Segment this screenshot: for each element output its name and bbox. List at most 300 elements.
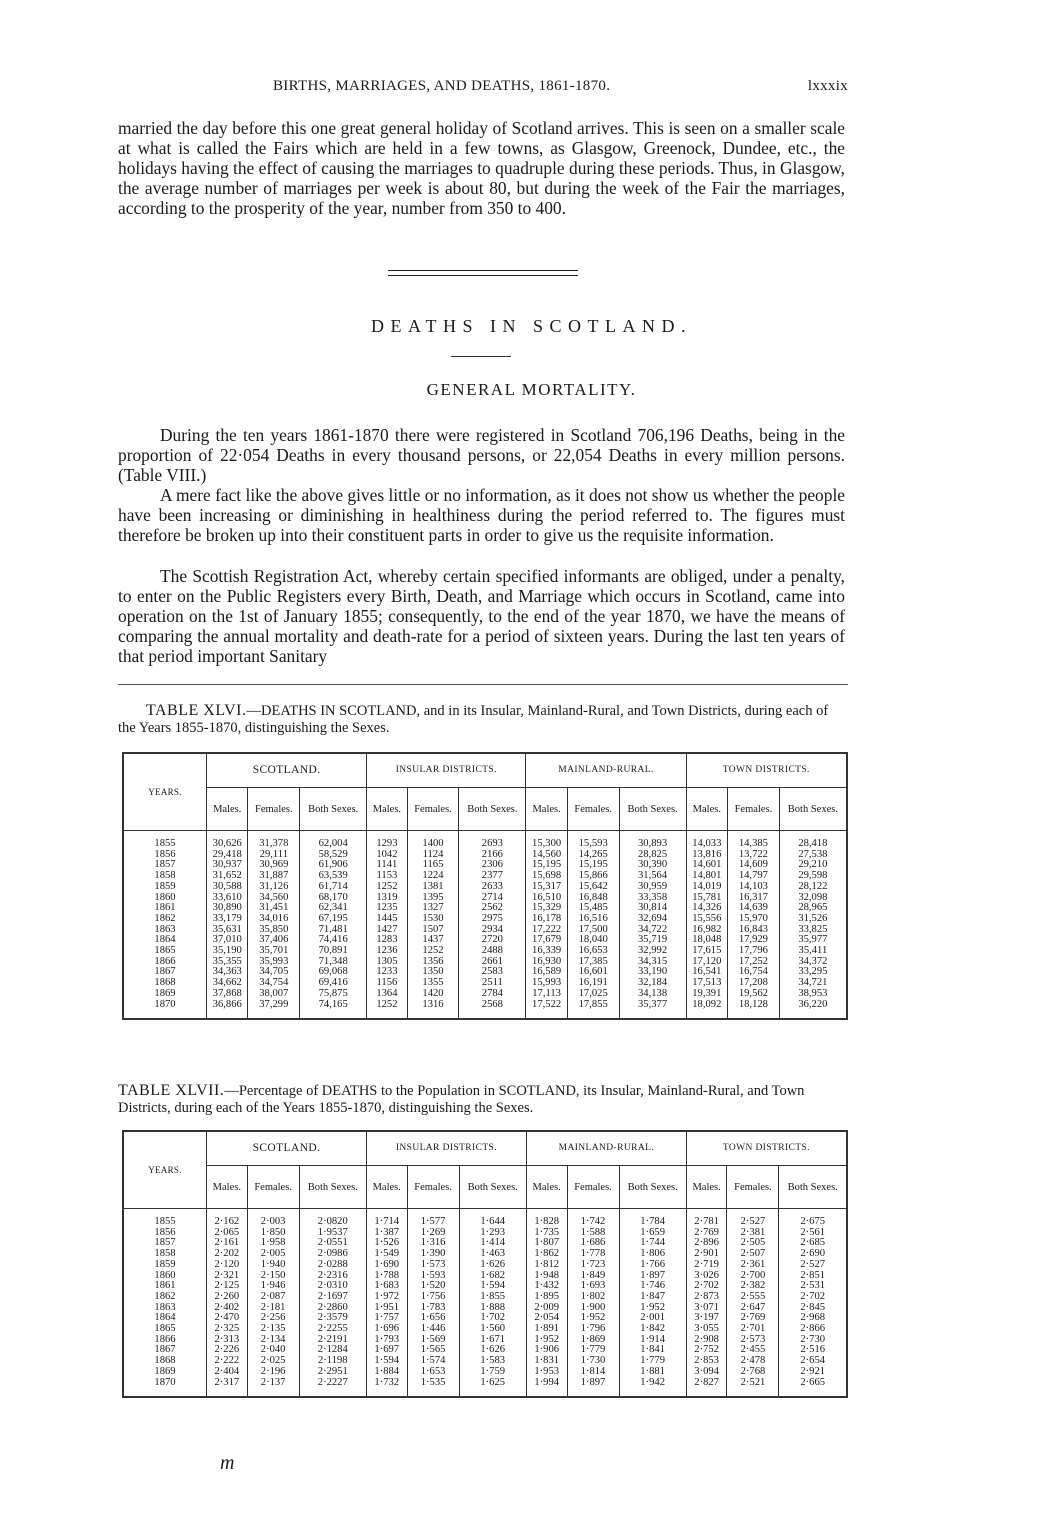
value-cell: 1·779: [619, 1356, 686, 1367]
column-header: Males.: [686, 1166, 727, 1209]
value-cell: 1·702: [459, 1313, 526, 1324]
column-header: Females.: [727, 1166, 779, 1209]
value-cell: 1·784: [619, 1209, 686, 1228]
value-cell: 2·137: [247, 1378, 299, 1398]
value-cell: 35,190: [207, 946, 248, 957]
year-cell: 1862: [123, 914, 207, 925]
value-cell: 2·866: [779, 1324, 847, 1335]
value-cell: 63,539: [300, 871, 367, 882]
value-cell: 15,329: [526, 903, 567, 914]
value-cell: 1·972: [366, 1292, 407, 1303]
value-cell: 67,195: [300, 914, 367, 925]
year-cell: 1858: [123, 871, 207, 882]
value-cell: 14,265: [567, 850, 619, 861]
value-cell: 17,679: [526, 935, 567, 946]
value-cell: 1·742: [567, 1209, 619, 1228]
year-cell: 1856: [123, 850, 207, 861]
value-cell: 2·531: [779, 1281, 847, 1292]
value-cell: 1·807: [526, 1238, 567, 1249]
value-cell: 37,868: [207, 989, 248, 1000]
table-row: [123, 1209, 847, 1228]
value-cell: 37,010: [207, 935, 248, 946]
value-cell: 2·134: [247, 1335, 299, 1346]
value-cell: 37,299: [248, 1000, 300, 1020]
value-cell: 2166: [459, 850, 526, 861]
value-cell: 2·851: [779, 1271, 847, 1282]
group-header: MAINLAND-RURAL.: [526, 753, 686, 788]
value-cell: 2·120: [207, 1260, 248, 1271]
value-cell: 1327: [407, 903, 459, 914]
value-cell: 1·414: [459, 1238, 526, 1249]
section-divider: [388, 270, 578, 276]
table-row: [123, 1260, 847, 1271]
value-cell: 1·952: [619, 1303, 686, 1314]
group-header: INSULAR DISTRICTS.: [366, 1131, 526, 1166]
value-cell: 1437: [407, 935, 459, 946]
value-cell: 1·847: [619, 1292, 686, 1303]
value-cell: 2·3579: [299, 1313, 366, 1324]
section-heading: DEATHS IN SCOTLAND.: [371, 316, 692, 336]
value-cell: 1·732: [366, 1378, 407, 1398]
value-cell: 2·921: [779, 1367, 847, 1378]
table-row: [123, 831, 847, 850]
value-cell: 1·682: [459, 1271, 526, 1282]
value-cell: 1042: [367, 850, 407, 861]
column-header: Females.: [567, 788, 619, 831]
value-cell: 2·361: [727, 1260, 779, 1271]
value-cell: 2·125: [207, 1281, 248, 1292]
column-header: Males.: [207, 788, 248, 831]
value-cell: 2·561: [779, 1228, 847, 1239]
value-cell: 2·665: [779, 1378, 847, 1398]
value-cell: 2714: [459, 893, 526, 904]
value-cell: 1·565: [407, 1345, 459, 1356]
value-cell: 1·594: [366, 1356, 407, 1367]
value-cell: 35,719: [619, 935, 686, 946]
group-header: TOWN DISTRICTS.: [686, 1131, 847, 1166]
value-cell: 1·806: [619, 1249, 686, 1260]
value-cell: 2·516: [779, 1345, 847, 1356]
value-cell: 1·744: [619, 1238, 686, 1249]
value-cell: 30,893: [619, 831, 686, 850]
value-cell: 14,019: [686, 882, 727, 893]
value-cell: 1·293: [459, 1228, 526, 1239]
value-cell: 14,601: [686, 860, 727, 871]
value-cell: 1·696: [366, 1324, 407, 1335]
heading-rule: [451, 356, 511, 357]
value-cell: 35,850: [248, 925, 300, 936]
value-cell: 68,170: [300, 893, 367, 904]
value-cell: 62,341: [300, 903, 367, 914]
table-row: [123, 882, 847, 893]
value-cell: 1·884: [366, 1367, 407, 1378]
value-cell: 1·869: [567, 1335, 619, 1346]
value-cell: 2306: [459, 860, 526, 871]
table-separator: [118, 684, 848, 685]
value-cell: 2·853: [686, 1356, 727, 1367]
value-cell: 1·842: [619, 1324, 686, 1335]
value-cell: 34,372: [779, 957, 847, 968]
value-cell: 2·470: [207, 1313, 248, 1324]
value-cell: 34,315: [619, 957, 686, 968]
value-cell: 28,825: [619, 850, 686, 861]
year-cell: 1868: [123, 1356, 207, 1367]
table-47-label: TABLE XLVII.: [118, 1082, 225, 1099]
value-cell: 29,210: [779, 860, 847, 871]
value-cell: 1252: [367, 882, 407, 893]
value-cell: 1·526: [366, 1238, 407, 1249]
signature-mark: m: [220, 1452, 235, 1474]
value-cell: 16,339: [526, 946, 567, 957]
value-cell: 1·779: [567, 1345, 619, 1356]
value-cell: 31,378: [248, 831, 300, 850]
column-header: Both Sexes.: [779, 788, 847, 831]
value-cell: 33,825: [779, 925, 847, 936]
value-cell: 2·647: [727, 1303, 779, 1314]
value-cell: 35,993: [248, 957, 300, 968]
value-cell: 18,048: [686, 935, 727, 946]
value-cell: 16,601: [567, 967, 619, 978]
year-cell: 1865: [123, 946, 207, 957]
value-cell: 1·994: [526, 1378, 567, 1398]
value-cell: 69,416: [300, 978, 367, 989]
sub-heading: GENERAL MORTALITY.: [426, 380, 637, 399]
value-cell: 2·317: [207, 1378, 248, 1398]
value-cell: 1·812: [526, 1260, 567, 1271]
value-cell: 29,418: [207, 850, 248, 861]
value-cell: 2·161: [207, 1238, 248, 1249]
value-cell: 1·814: [567, 1367, 619, 1378]
value-cell: 2·150: [247, 1271, 299, 1282]
value-cell: 28,965: [779, 903, 847, 914]
value-cell: 1·653: [407, 1367, 459, 1378]
value-cell: 2·0551: [299, 1238, 366, 1249]
value-cell: 37,406: [248, 935, 300, 946]
value-cell: 1124: [407, 850, 459, 861]
value-cell: 2488: [459, 946, 526, 957]
value-cell: 17,120: [686, 957, 727, 968]
value-cell: 31,526: [779, 914, 847, 925]
value-cell: 1·574: [407, 1356, 459, 1367]
value-cell: 34,560: [248, 893, 300, 904]
page-number: lxxxix: [807, 78, 848, 94]
value-cell: 2562: [459, 903, 526, 914]
value-cell: 1·9537: [299, 1228, 366, 1239]
value-cell: 1355: [407, 978, 459, 989]
value-cell: 16,510: [526, 893, 567, 904]
value-cell: 33,610: [207, 893, 248, 904]
value-cell: 35,355: [207, 957, 248, 968]
value-cell: 16,541: [686, 967, 727, 978]
year-cell: 1861: [123, 1281, 207, 1292]
value-cell: 29,111: [248, 850, 300, 861]
paragraph-3: The Scottish Registration Act, whereby certain specified informants are obliged, under a penalty, to enter on the Public Registers every Birth, Death, and Marriage which occurs in Scotland, came into operation on the 1st of January 1855; consequently, to the end of the year 1870, we have the means of comparing the annual mortality and death-rate for a period of sixteen years. During the last ten years of that period important Sanitary: [118, 566, 845, 666]
year-cell: 1859: [123, 1260, 207, 1271]
value-cell: 1319: [367, 893, 407, 904]
value-cell: 35,701: [248, 946, 300, 957]
value-cell: 1395: [407, 893, 459, 904]
value-cell: 14,326: [686, 903, 727, 914]
table-47-caption-text: —Percentage of DEATHS to the Population in SCOTLAND, its Insular, Mainland-Rural, and Town Districts, during each of the Years 1855-1870, distinguishing the Sexes.: [118, 1083, 805, 1116]
value-cell: 2·675: [779, 1209, 847, 1228]
group-header: INSULAR DISTRICTS.: [367, 753, 526, 788]
value-cell: 1·766: [619, 1260, 686, 1271]
value-cell: 1·849: [567, 1271, 619, 1282]
value-cell: 1·583: [459, 1356, 526, 1367]
year-cell: 1870: [123, 1378, 207, 1398]
value-cell: 1153: [367, 871, 407, 882]
value-cell: 2·196: [247, 1367, 299, 1378]
value-cell: 1·756: [407, 1292, 459, 1303]
value-cell: 15,300: [526, 831, 567, 850]
value-cell: 1·432: [526, 1281, 567, 1292]
value-cell: 2·654: [779, 1356, 847, 1367]
value-cell: 2·896: [686, 1238, 727, 1249]
value-cell: 1·906: [526, 1345, 567, 1356]
year-cell: 1866: [123, 1335, 207, 1346]
value-cell: 1507: [407, 925, 459, 936]
value-cell: 36,220: [779, 1000, 847, 1020]
value-cell: 14,609: [728, 860, 780, 871]
year-cell: 1863: [123, 1303, 207, 1314]
running-head: [118, 78, 848, 100]
column-header: Males.: [526, 788, 567, 831]
value-cell: 17,025: [567, 989, 619, 1000]
value-cell: 17,252: [728, 957, 780, 968]
value-cell: 2377: [459, 871, 526, 882]
value-cell: 16,848: [567, 893, 619, 904]
value-cell: 2·700: [727, 1271, 779, 1282]
value-cell: 2·0986: [299, 1249, 366, 1260]
value-cell: 1·946: [247, 1281, 299, 1292]
value-cell: 74,165: [300, 1000, 367, 1020]
year-cell: 1857: [123, 860, 207, 871]
value-cell: 33,358: [619, 893, 686, 904]
year-cell: 1864: [123, 935, 207, 946]
value-cell: 1·735: [526, 1228, 567, 1239]
value-cell: 2·702: [779, 1292, 847, 1303]
value-cell: 30,814: [619, 903, 686, 914]
column-header: Females.: [728, 788, 780, 831]
value-cell: 2·769: [686, 1228, 727, 1239]
value-cell: 2·478: [727, 1356, 779, 1367]
value-cell: 2·685: [779, 1238, 847, 1249]
value-cell: 2·702: [686, 1281, 727, 1292]
value-cell: 2·527: [727, 1209, 779, 1228]
year-cell: 1869: [123, 989, 207, 1000]
value-cell: 1350: [407, 967, 459, 978]
value-cell: 1·757: [366, 1313, 407, 1324]
value-cell: 2·701: [727, 1324, 779, 1335]
value-cell: 14,801: [686, 871, 727, 882]
value-cell: 30,588: [207, 882, 248, 893]
value-cell: 17,796: [728, 946, 780, 957]
value-cell: 2·226: [207, 1345, 248, 1356]
value-cell: 32,098: [779, 893, 847, 904]
value-cell: 30,937: [207, 860, 248, 871]
value-cell: 35,631: [207, 925, 248, 936]
group-header: MAINLAND-RURAL.: [526, 1131, 686, 1166]
value-cell: 19,391: [686, 989, 727, 1000]
value-cell: 1·900: [567, 1303, 619, 1314]
group-header: SCOTLAND.: [207, 1131, 367, 1166]
years-header: YEARS.: [123, 1131, 207, 1209]
value-cell: 1236: [367, 946, 407, 957]
value-cell: 17,522: [526, 1000, 567, 1020]
column-header: Females.: [247, 1166, 299, 1209]
value-cell: 34,705: [248, 967, 300, 978]
year-cell: 1856: [123, 1228, 207, 1239]
year-cell: 1860: [123, 1271, 207, 1282]
running-head-title: BIRTHS, MARRIAGES, AND DEATHS, 1861-1870.: [273, 78, 611, 94]
value-cell: 1·897: [619, 1271, 686, 1282]
value-cell: 2·555: [727, 1292, 779, 1303]
value-cell: 1·895: [526, 1292, 567, 1303]
value-cell: 1·693: [567, 1281, 619, 1292]
value-cell: 1·897: [567, 1378, 619, 1398]
value-cell: 1·549: [366, 1249, 407, 1260]
value-cell: 14,560: [526, 850, 567, 861]
column-header: Males.: [526, 1166, 567, 1209]
value-cell: 61,714: [300, 882, 367, 893]
value-cell: 1·723: [567, 1260, 619, 1271]
value-cell: 2·135: [247, 1324, 299, 1335]
year-cell: 1855: [123, 1209, 207, 1228]
value-cell: 15,195: [526, 860, 567, 871]
value-cell: 34,754: [248, 978, 300, 989]
value-cell: 1·952: [567, 1313, 619, 1324]
value-cell: 30,890: [207, 903, 248, 914]
column-header: Both Sexes.: [300, 788, 367, 831]
value-cell: 1·390: [407, 1249, 459, 1260]
value-cell: 1·520: [407, 1281, 459, 1292]
value-cell: 1156: [367, 978, 407, 989]
value-cell: 14,797: [728, 871, 780, 882]
value-cell: 1·802: [567, 1292, 619, 1303]
year-cell: 1869: [123, 1367, 207, 1378]
value-cell: 2511: [459, 978, 526, 989]
intro-paragraph: married the day before this one great general holiday of Scotland arrives. This is seen on a smaller scale at what is called the Fairs which are held in a few towns, as Glasgow, Greenock, Dundee, etc., the holidays having the effect of causing the marriages to quadruple during these periods. Thus, in Glasgow, the average number of marriages per week is about 80, but during the week of the Fair the marriages, according to the prosperity of the year, number from 350 to 400.: [118, 118, 845, 218]
value-cell: 35,377: [619, 1000, 686, 1020]
value-cell: 1·594: [459, 1281, 526, 1292]
value-cell: 15,642: [567, 882, 619, 893]
value-cell: 2·382: [727, 1281, 779, 1292]
value-cell: 1·573: [407, 1260, 459, 1271]
value-cell: 28,418: [779, 831, 847, 850]
value-cell: 2·521: [727, 1378, 779, 1398]
year-cell: 1867: [123, 967, 207, 978]
value-cell: 1381: [407, 882, 459, 893]
value-cell: 2·730: [779, 1335, 847, 1346]
value-cell: 2·2227: [299, 1378, 366, 1398]
value-cell: 1252: [367, 1000, 407, 1020]
value-cell: 30,959: [619, 882, 686, 893]
value-cell: 13,816: [686, 850, 727, 861]
value-cell: 2·222: [207, 1356, 248, 1367]
value-cell: 3·071: [686, 1303, 727, 1314]
value-cell: 71,481: [300, 925, 367, 936]
group-header: TOWN DISTRICTS.: [686, 753, 847, 788]
value-cell: 17,929: [728, 935, 780, 946]
value-cell: 1364: [367, 989, 407, 1000]
value-cell: 17,113: [526, 989, 567, 1000]
value-cell: 1·569: [407, 1335, 459, 1346]
column-header: Males.: [367, 788, 407, 831]
value-cell: 2975: [459, 914, 526, 925]
value-cell: 16,589: [526, 967, 567, 978]
value-cell: 2·781: [686, 1209, 727, 1228]
value-cell: 2·402: [207, 1303, 248, 1314]
value-cell: 2·908: [686, 1335, 727, 1346]
value-cell: 1·881: [619, 1367, 686, 1378]
value-cell: 2·321: [207, 1271, 248, 1282]
value-cell: 2·769: [727, 1313, 779, 1324]
value-cell: 2·0288: [299, 1260, 366, 1271]
value-cell: 2720: [459, 935, 526, 946]
value-cell: 1·446: [407, 1324, 459, 1335]
value-cell: 29,598: [779, 871, 847, 882]
value-cell: 27,538: [779, 850, 847, 861]
column-header: Females.: [248, 788, 300, 831]
value-cell: 17,500: [567, 925, 619, 936]
value-cell: 1·697: [366, 1345, 407, 1356]
value-cell: 34,662: [207, 978, 248, 989]
column-header: Both Sexes.: [619, 788, 686, 831]
value-cell: 2·162: [207, 1209, 248, 1228]
value-cell: 1·671: [459, 1335, 526, 1346]
value-cell: 2583: [459, 967, 526, 978]
value-cell: 16,191: [567, 978, 619, 989]
value-cell: 69,068: [300, 967, 367, 978]
value-cell: 30,969: [248, 860, 300, 871]
value-cell: 18,092: [686, 1000, 727, 1020]
value-cell: 1·560: [459, 1324, 526, 1335]
column-header: Males.: [366, 1166, 407, 1209]
value-cell: 16,317: [728, 893, 780, 904]
value-cell: 61,906: [300, 860, 367, 871]
value-cell: 15,593: [567, 831, 619, 850]
value-cell: 1·644: [459, 1209, 526, 1228]
value-cell: 35,977: [779, 935, 847, 946]
value-cell: 2·256: [247, 1313, 299, 1324]
column-header: Females.: [407, 788, 459, 831]
value-cell: 1·625: [459, 1378, 526, 1398]
table-47: [122, 1130, 848, 1398]
year-cell: 1858: [123, 1249, 207, 1260]
value-cell: 1283: [367, 935, 407, 946]
value-cell: 1·831: [526, 1356, 567, 1367]
year-cell: 1859: [123, 882, 207, 893]
paragraph-1: During the ten years 1861-1870 there were registered in Scotland 706,196 Deaths, being in the proportion of 22·054 Deaths in every thousand persons, or 22,054 Deaths in every million persons. (Table VIII.): [118, 425, 845, 485]
value-cell: 38,953: [779, 989, 847, 1000]
value-cell: 18,040: [567, 935, 619, 946]
value-cell: 33,295: [779, 967, 847, 978]
value-cell: 16,843: [728, 925, 780, 936]
year-cell: 1862: [123, 1292, 207, 1303]
value-cell: 3·094: [686, 1367, 727, 1378]
value-cell: 33,190: [619, 967, 686, 978]
value-cell: 32,992: [619, 946, 686, 957]
value-cell: 2·901: [686, 1249, 727, 1260]
table-row: [123, 989, 847, 1000]
value-cell: 2·040: [247, 1345, 299, 1356]
value-cell: 1·593: [407, 1271, 459, 1282]
value-cell: 33,179: [207, 914, 248, 925]
value-cell: 2·0310: [299, 1281, 366, 1292]
year-cell: 1864: [123, 1313, 207, 1324]
value-cell: 15,993: [526, 978, 567, 989]
value-cell: 1165: [407, 860, 459, 871]
